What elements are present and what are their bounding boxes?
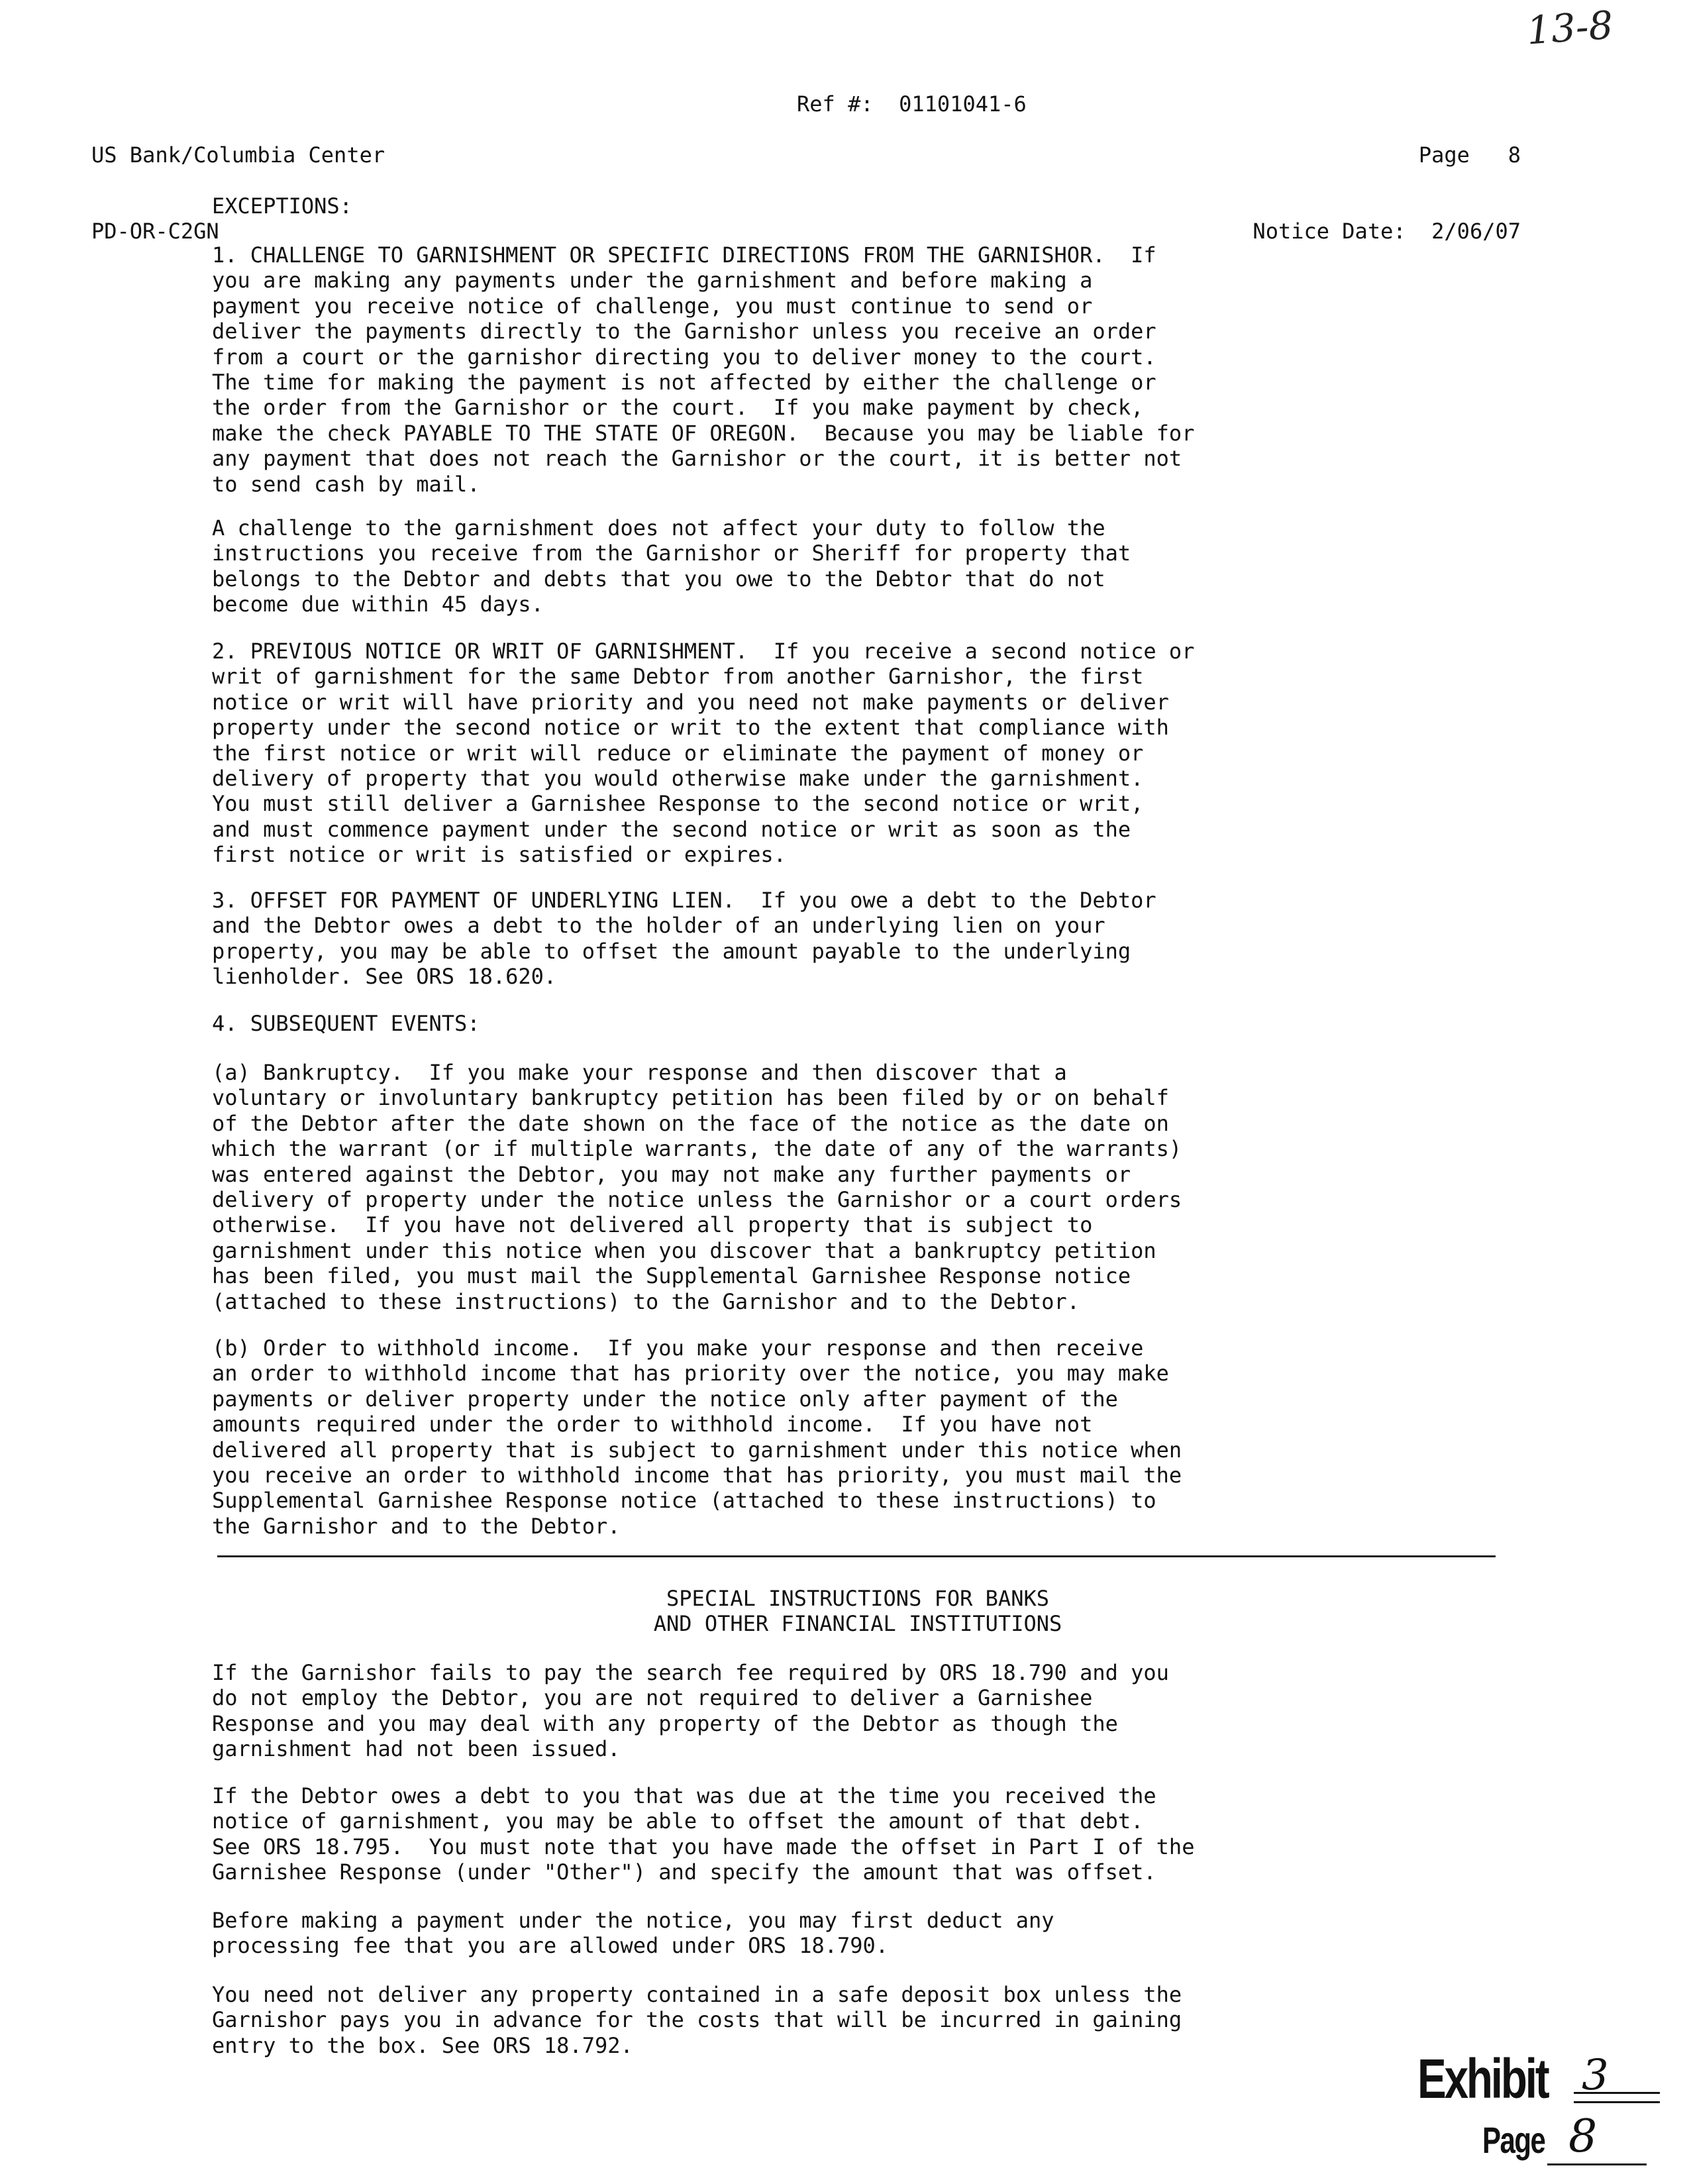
special-instructions-heading-line-2: AND OTHER FINANCIAL INSTITUTIONS	[653, 1611, 1062, 1636]
handwritten-page-annotation: 13-8	[1525, 2, 1615, 54]
paragraph-bankruptcy: (a) Bankruptcy. If you make your response and then discover that a voluntary or involuntary bankruptcy petition has been filed by or on behalf of the Debtor after the date shown on the face of the notice as the date on which the warrant (or if multiple warrants, the date of any of the warrants) was entered against the Debtor, you may not make any further payments or delivery of property under the notice unless the Garnishor or a court orders otherwise. If you have not delivered all property that is subject to garnishment under this notice when you discover that a bankruptcy petition has been filed, you must mail the Supplemental Garnishee Response notice (attached to these instructions) to the Garnishor and to the Debtor.	[212, 1060, 1182, 1314]
paragraph-safe-deposit-box: You need not deliver any property contained in a safe deposit box unless the Garnishor pays you in advance for the costs that will be incurred in gaining entry to the box. See ORS 18.792.	[212, 1982, 1182, 2058]
page-stamp-number: 8	[1568, 2110, 1598, 2163]
notice-date-line	[1170, 219, 1521, 244]
notice-date: 2/06/07	[1431, 219, 1521, 244]
exhibit-underline-bottom	[1574, 2101, 1660, 2103]
paragraph-debtor-owes-debt: If the Debtor owes a debt to you that was due at the time you received the notice of garnishment, you may be able to offset the amount of that debt. See ORS 18.795. You must note that you have made the offset in Part I of the Garnishee Response (under "Other") and specify the amount that was offset.	[212, 1783, 1195, 1885]
ref-label: Ref #:	[797, 91, 874, 117]
exhibit-label: Exhibit	[1417, 2048, 1548, 2110]
org-line-1: US Bank/Columbia Center	[91, 142, 385, 168]
paragraph-previous-notice: 2. PREVIOUS NOTICE OR WRIT OF GARNISHMENT. If you receive a second notice or writ of garnishment for the same Debtor from another Garnishor, the first notice or writ will have priority and you need not make payments or deliver property under the second notice or writ to the extent that compliance with the first notice or writ will reduce or eliminate the payment of money or delivery of property that you would otherwise make under the garnishment. You must still deliver a Garnishee Response to the second notice or writ, and must commence payment under the second notice or writ as soon as the first notice or writ is satisfied or expires.	[212, 639, 1195, 868]
paragraph-challenge-to-garnishment: 1. CHALLENGE TO GARNISHMENT OR SPECIFIC DIRECTIONS FROM THE GARNISHOR. If you are making any payments under the garnishment and before making a payment you receive notice of challenge, you must continue to send or deliver the payments directly to the Garnishor unless you receive an order from a court or the garnishor directing you to deliver money to the court. The time for making the payment is not affected by either the challenge or the order from the Garnishor or the court. If you make payment by check, make the check PAYABLE TO THE STATE OF OREGON. Because you may be liable for any payment that does not reach the Garnishor or the court, it is better not to send cash by mail.	[212, 242, 1195, 497]
page-indicator	[1170, 142, 1521, 168]
exceptions-heading: EXCEPTIONS:	[212, 193, 352, 219]
page-number: 8	[1508, 142, 1521, 168]
page-stamp-label: Page	[1482, 2119, 1545, 2161]
paragraph-processing-fee: Before making a payment under the notice, you may first deduct any processing fee that you are allowed under ORS 18.790.	[212, 1908, 1054, 1959]
paragraph-challenge-duty: A challenge to the garnishment does not affect your duty to follow the instructions you receive from the Garnishor or Sheriff for property that belongs to the Debtor and debts that you owe to the Debtor that do not become due within 45 days.	[212, 515, 1131, 617]
paragraph-order-to-withhold-income: (b) Order to withhold income. If you make your response and then receive an order to withhold income that has priority over the notice, you may make payments or deliver property under the notice only after payment of the amounts required under the order to withhold income. If you have not delivered all property that is subject to garnishment under this notice when you receive an order to withhold income that has priority, you must mail the Supplemental Garnishee Response notice (attached to these instructions) to the Garnishor and to the Debtor.	[212, 1335, 1182, 1539]
paragraph-subsequent-events-heading: 4. SUBSEQUENT EVENTS:	[212, 1011, 480, 1036]
notice-date-label: Notice Date:	[1253, 219, 1406, 244]
exhibit-number: 3	[1582, 2051, 1609, 2100]
paragraph-search-fee: If the Garnishor fails to pay the search fee required by ORS 18.790 and you do not employ the Debtor, you are not required to deliver a Garnishee Response and you may deal with any property of the Debtor as though the garnishment had not been issued.	[212, 1660, 1169, 1762]
exhibit-stamp	[1417, 2047, 1669, 2179]
ref-number: 01101041-6	[899, 91, 1027, 117]
paragraph-offset-underlying-lien: 3. OFFSET FOR PAYMENT OF UNDERLYING LIEN. If you owe a debt to the Debtor and the Debtor owes a debt to the holder of an underlying lien on your property, you may be able to offset the amount payable to the underlying lienholder. See ORS 18.620.	[212, 888, 1156, 990]
org-line-2: PD-OR-C2GN	[91, 219, 219, 244]
header-reference	[797, 91, 1027, 117]
section-divider	[217, 1555, 1496, 1557]
page-underline	[1547, 2163, 1647, 2165]
special-instructions-heading-line-1: SPECIAL INSTRUCTIONS FOR BANKS	[666, 1586, 1049, 1611]
page-label: Page	[1418, 142, 1470, 168]
exhibit-underline-top	[1574, 2092, 1660, 2094]
